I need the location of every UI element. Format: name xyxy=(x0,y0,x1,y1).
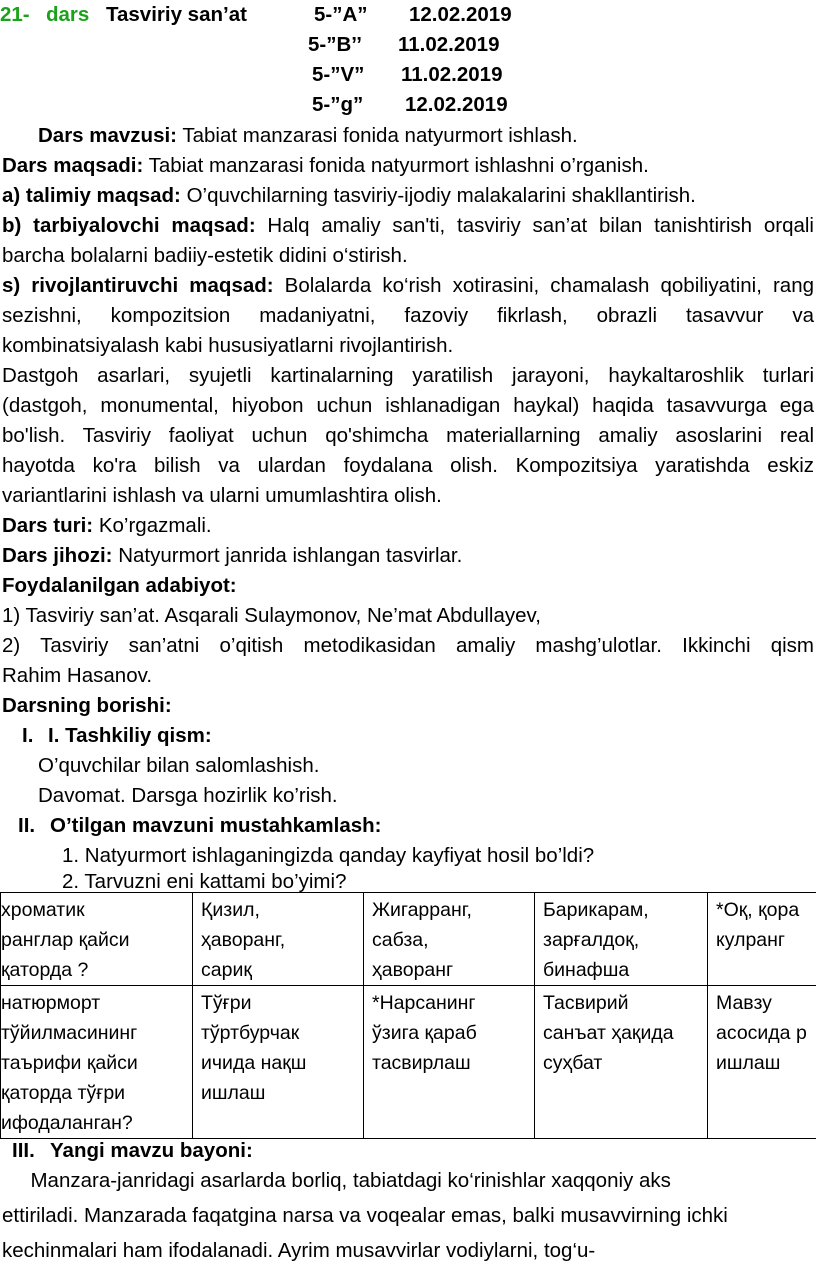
lesson-goal-label: Dars maqsadi: xyxy=(2,154,144,177)
upbringing-goal-text: Halq amaliy san'ti, tasviriy san’at bilan tanishtirish orqali xyxy=(255,214,814,237)
cell-line: ишлаш xyxy=(201,1082,266,1104)
cell-line: ҳаворанг xyxy=(372,959,454,981)
table-cell xyxy=(364,986,535,1139)
lesson-number: 21- xyxy=(0,3,30,26)
table-cell xyxy=(193,893,364,986)
class-label: 5-”A” xyxy=(314,3,368,26)
cell-line: Барикарам, xyxy=(543,899,649,921)
paragraph-line: (dastgoh, monumental, hiyobon uchun ishlanadigan haykal) haqida tasavvurga ega xyxy=(2,394,814,417)
cell-line: тўйилмасининг xyxy=(1,1022,138,1044)
lesson-equipment-label: Dars jihozi: xyxy=(2,544,113,567)
paragraph-line: ettiriladi. Manzarada faqatgina narsa va voqealar emas, balki musavvirning ichki xyxy=(2,1204,728,1227)
cell-line: *Оқ, қора xyxy=(716,899,800,921)
paragraph-line: kechinmalari ham ifodalanadi. Ayrim musavvirlar vodiylarni, tog‘u- xyxy=(2,1239,596,1262)
lesson-flow-heading: Darsning borishi: xyxy=(2,694,172,717)
cell-line: зарғалдоқ, xyxy=(543,929,640,951)
lesson-goal-text: Tabiat manzarasi fonida natyurmort ishlashni o’rganish. xyxy=(143,154,649,177)
reference-item: 1) Tasviriy san’at. Asqarali Sulaymonov, Ne’mat Abdullayev, xyxy=(2,604,541,627)
question-item: 1. Natyurmort ishlaganingizda qanday kayfiyat hosil bo’ldi? xyxy=(62,844,595,867)
lesson-equipment-text: Natyurmort janrida ishlangan tasvirlar. xyxy=(112,544,463,567)
lesson-word: dars xyxy=(46,3,90,26)
development-goal-label: s) rivojlantiruvchi maqsad: xyxy=(2,274,274,297)
lesson-topic-label: Dars mavzusi: xyxy=(38,124,178,147)
table-cell xyxy=(535,893,708,986)
lesson-topic xyxy=(38,125,578,148)
quiz-table xyxy=(0,892,816,1139)
upbringing-goal-cont: barcha bolalarni badiiy-estetik didini o‘stirish. xyxy=(2,244,408,267)
cell-line: сабза, xyxy=(372,929,429,951)
table-row xyxy=(1,893,816,986)
cell-line: қаторда тўғри xyxy=(1,1082,126,1104)
cell-line: ишлаш xyxy=(716,1052,781,1074)
cell-line: ранглар қайси xyxy=(1,929,130,951)
section-title: I. Tashkiliy qism: xyxy=(48,724,212,747)
cell-line: санъат ҳақида xyxy=(543,1022,674,1044)
section-title: O’tilgan mavzuni mustahkamlash: xyxy=(50,814,382,837)
educational-goal-label: a) talimiy maqsad: xyxy=(2,184,181,207)
lesson-goal xyxy=(2,155,649,178)
paragraph-line: Dastgoh asarlari, syujetli kartinalarning yaratilish jarayoni, haykaltaroshlik turlari xyxy=(2,364,814,387)
paragraph-line: variantlarini ishlash va ularni umumlashtira olish. xyxy=(2,484,442,507)
cell-line: ўзига қараб xyxy=(372,1022,477,1044)
cell-line: хроматик xyxy=(1,899,85,921)
cell-line: Тасвирий xyxy=(543,992,629,1014)
cell-line: натюрморт xyxy=(1,992,101,1014)
section-title: Yangi mavzu bayoni: xyxy=(50,1139,253,1162)
paragraph-line: Manzara-janridagi asarlarda borliq, tabiatdagi ko‘rinishlar xaqqoniy aks xyxy=(2,1169,671,1192)
section-line: Davomat. Darsga hozirlik ko’rish. xyxy=(38,784,338,807)
reference-item: 2) Tasviriy san’atni o’qitish metodikasidan amaliy mashg’ulotlar. Ikkinchi qism xyxy=(2,634,814,657)
table-cell xyxy=(1,893,193,986)
class-label: 5-”V” xyxy=(312,63,365,86)
cell-line: асосида р xyxy=(716,1022,807,1044)
table-row xyxy=(1,986,816,1139)
cell-line: тасвирлаш xyxy=(372,1052,471,1074)
development-goal-text: Bolalarda ko‘rish xotirasini, chamalash qobiliyatini, rang xyxy=(273,274,814,297)
cell-line: бинафша xyxy=(543,959,630,981)
lesson-equipment xyxy=(2,545,462,568)
question-item: 2. Tarvuzni eni kattami bo’yimi? xyxy=(62,870,347,893)
table-cell xyxy=(535,986,708,1139)
table-cell xyxy=(1,986,193,1139)
class-label: 5-”g” xyxy=(312,93,364,116)
lesson-type xyxy=(2,515,212,538)
lesson-topic-text: Tabiat manzarasi fonida natyurmort ishlash. xyxy=(177,124,578,147)
cell-line: таърифи қайси xyxy=(1,1052,138,1074)
table-cell xyxy=(364,893,535,986)
cell-line: Тўғри xyxy=(201,992,252,1014)
class-label: 5-”B’’ xyxy=(308,33,362,56)
class-date: 11.02.2019 xyxy=(398,33,500,56)
lesson-type-text: Ko’rgazmali. xyxy=(93,514,212,537)
reference-item-cont: Rahim Hasanov. xyxy=(2,664,153,687)
references-heading: Foydalanilgan adabiyot: xyxy=(2,574,237,597)
paragraph-line: bo'lish. Tasviriy faoliyat uchun qo'shimcha materiallarning amaliy asoslarini real xyxy=(2,424,814,447)
table-cell xyxy=(193,986,364,1139)
cell-line: сариқ xyxy=(201,959,252,981)
lesson-type-label: Dars turi: xyxy=(2,514,94,537)
upbringing-goal xyxy=(2,215,814,238)
table-cell xyxy=(708,986,816,1139)
cell-line: ичида нақш xyxy=(201,1052,307,1074)
cell-line: Жигарранг, xyxy=(372,899,472,921)
section-number: III. xyxy=(12,1139,35,1162)
class-date: 12.02.2019 xyxy=(405,93,508,116)
development-goal-line3: kombinatsiyalash kabi hususiyatlarni rivojlantirish. xyxy=(2,334,454,357)
educational-goal xyxy=(2,185,696,208)
cell-line: қаторда ? xyxy=(1,959,89,981)
development-goal xyxy=(2,275,814,298)
cell-line: Мавзу xyxy=(716,992,772,1014)
cell-line: *Нарсанинг xyxy=(372,992,476,1014)
section-number: I. xyxy=(22,724,34,747)
class-date: 12.02.2019 xyxy=(409,3,512,26)
cell-line: суҳбат xyxy=(543,1052,603,1074)
cell-line: тўртбурчак xyxy=(201,1022,300,1044)
cell-line: ҳаворанг, xyxy=(201,929,286,951)
class-date: 11.02.2019 xyxy=(401,63,503,86)
subject-title: Tasviriy san’at xyxy=(106,3,247,26)
table-cell xyxy=(708,893,816,986)
paragraph-line: hayotda ko'ra bilish va ulardan foydalana olish. Kompozitsiya yaratishda eskiz xyxy=(2,454,814,477)
section-number: II. xyxy=(18,814,36,837)
upbringing-goal-label: b) tarbiyalovchi maqsad: xyxy=(2,214,256,237)
cell-line: ифодаланган? xyxy=(1,1112,133,1134)
cell-line: Қизил, xyxy=(201,899,260,921)
cell-line: кулранг xyxy=(716,929,786,951)
development-goal-line2: sezishni, kompozitsion madaniyatni, fazoviy fikrlash, obrazli tasavvur va xyxy=(2,304,814,327)
educational-goal-text: O’quvchilarning tasviriy-ijodiy malakalarini shakllantirish. xyxy=(180,184,696,207)
section-line: O’quvchilar bilan salomlashish. xyxy=(38,754,320,777)
